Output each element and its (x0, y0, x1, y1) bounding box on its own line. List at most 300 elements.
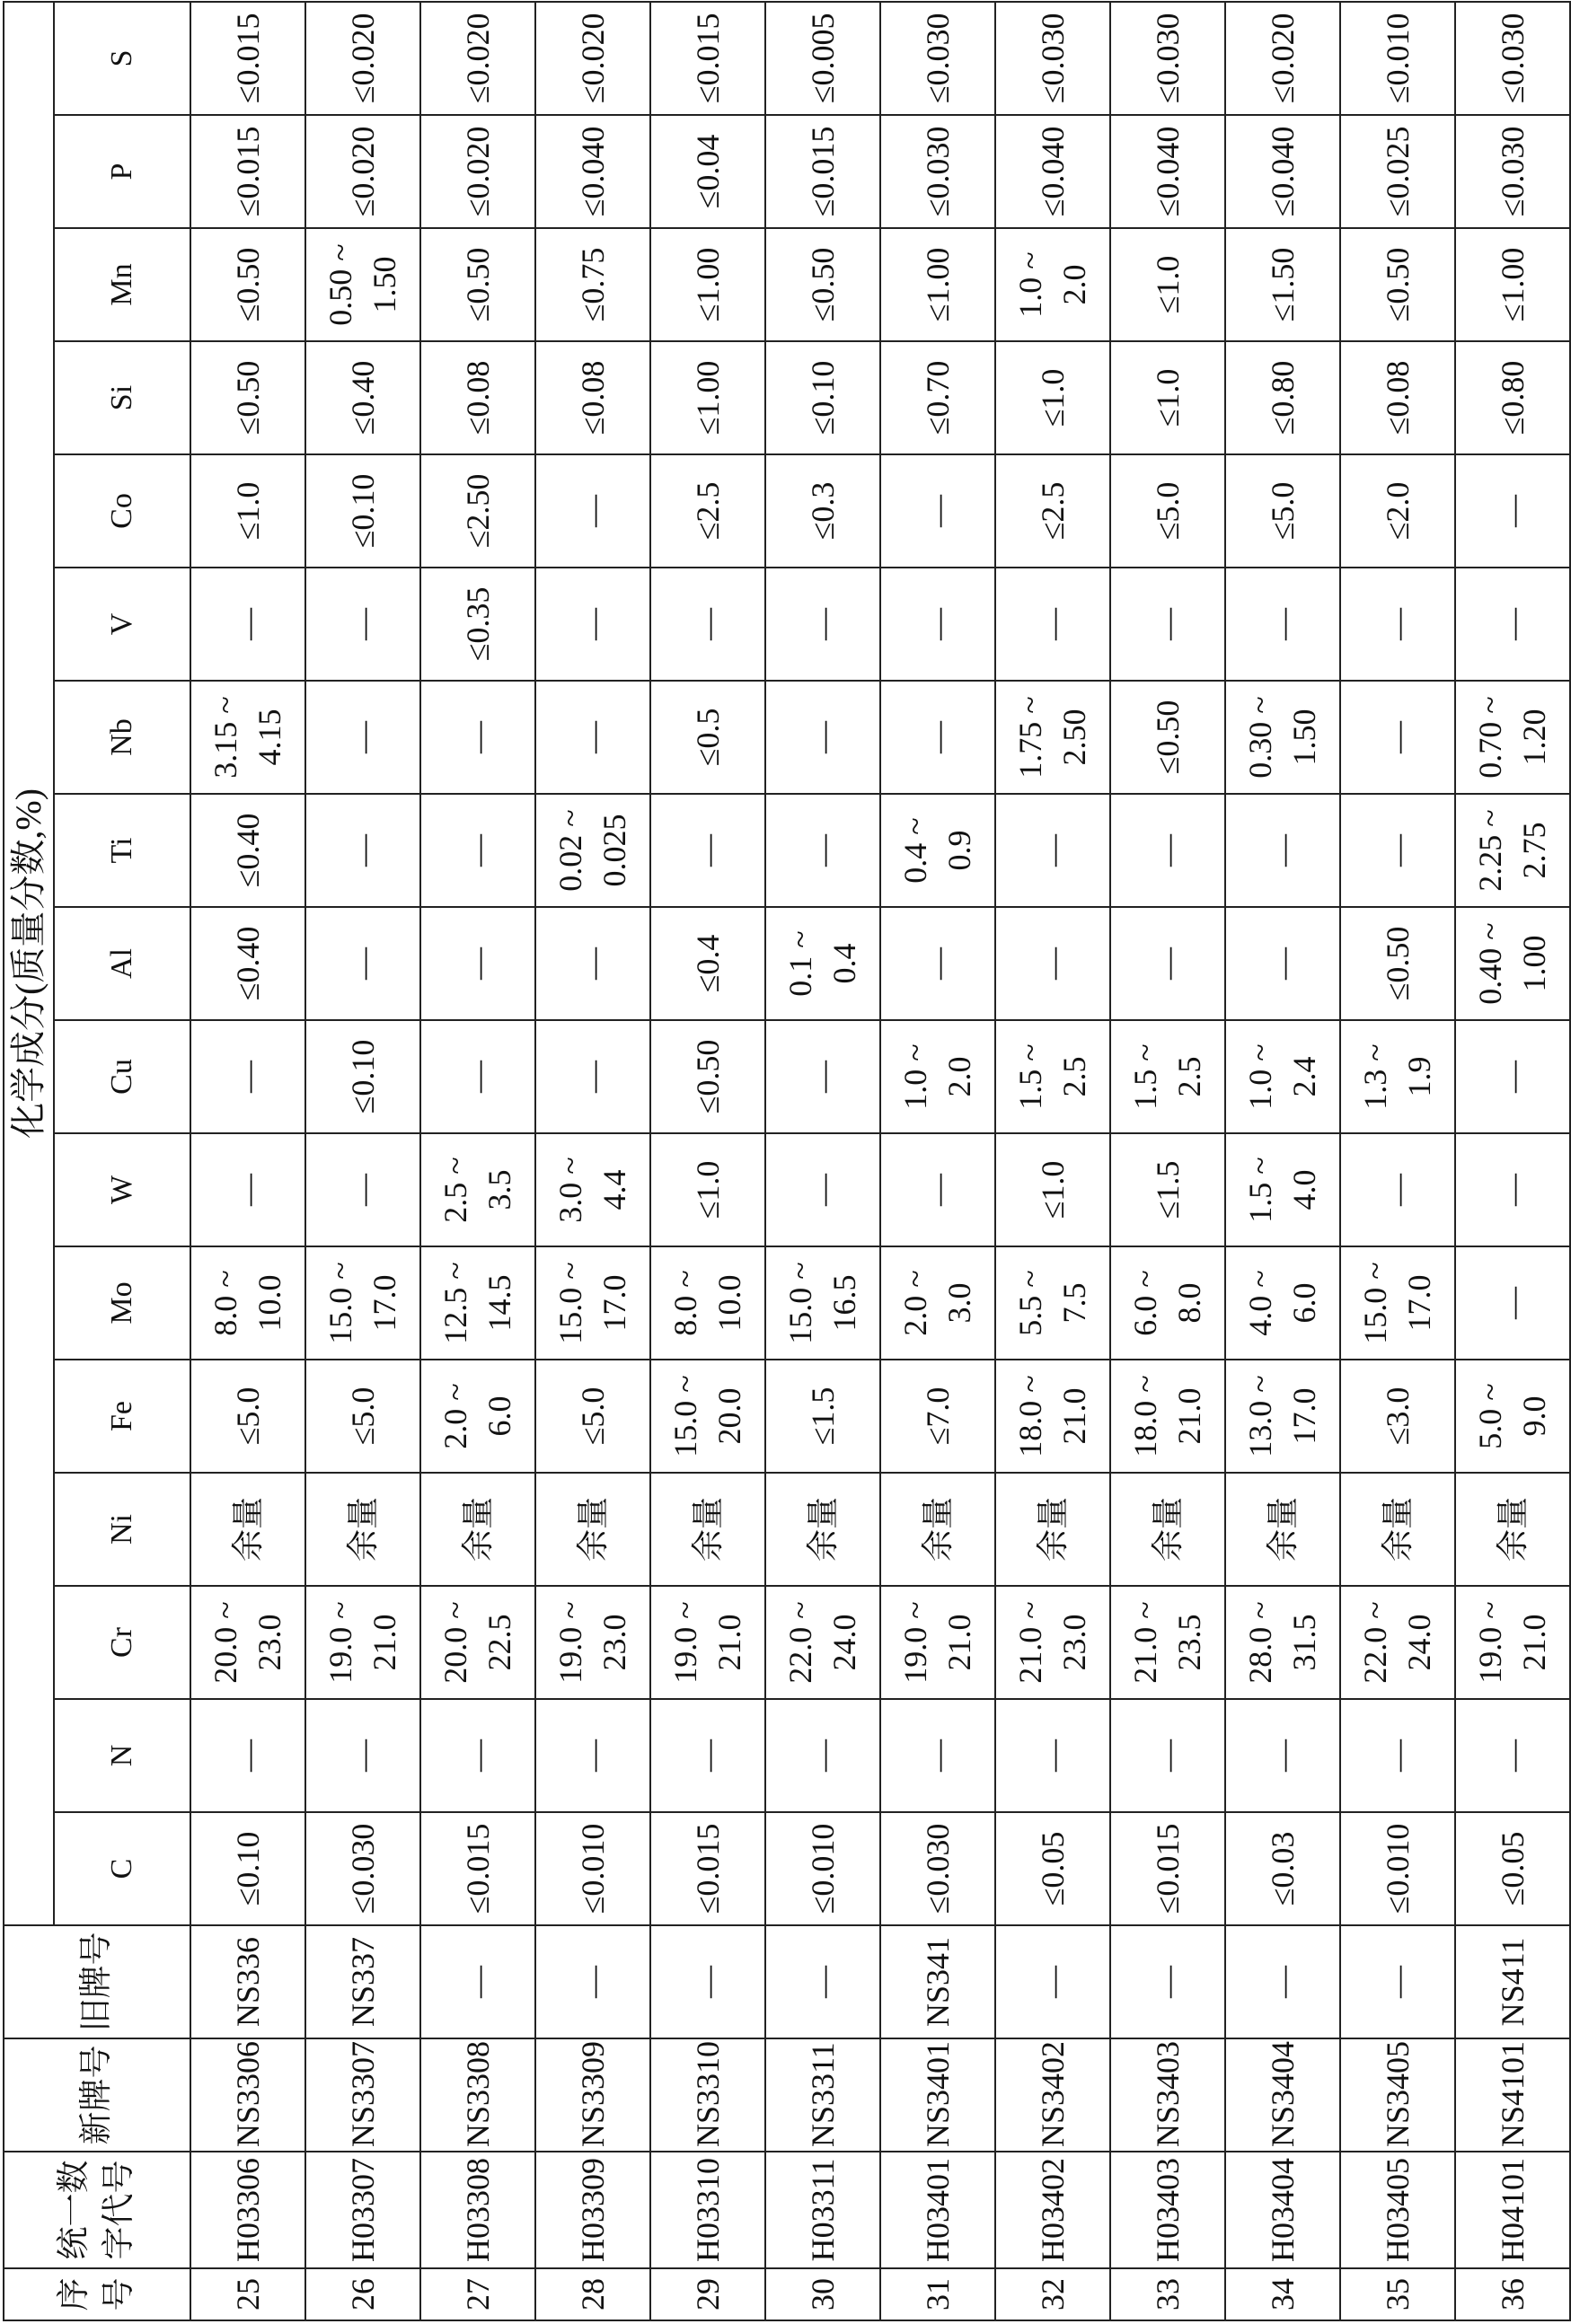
element-header-mo: Mo (54, 1246, 190, 1360)
cell-value: ≤0.50 (689, 1039, 726, 1114)
cell-cr (420, 1586, 535, 1699)
cell-value: 15.0 ~ (1357, 1262, 1394, 1344)
cell-value: ≤1.00 (1494, 247, 1531, 322)
row-code: H03405 (1340, 2152, 1455, 2268)
cell-value: 余量 (1494, 1497, 1531, 1563)
cell-value: 21.0 (711, 1614, 747, 1671)
cell-value: — (1264, 947, 1301, 980)
cell-value: — (919, 947, 956, 980)
cell-value: — (459, 947, 496, 980)
cell-value: ≤0.040 (1034, 126, 1071, 217)
cell-value: 10.0 (252, 1274, 287, 1332)
cell-value: — (459, 1739, 496, 1772)
cell-value: 22.5 (481, 1614, 517, 1671)
cell-value: ≤1.0 (1034, 1160, 1071, 1219)
cell-value: ≤0.50 (1379, 247, 1416, 322)
cell-co (1225, 454, 1340, 568)
cell-s (880, 2, 995, 115)
cell-ti (1455, 794, 1570, 907)
cell-value: 0.9 (941, 830, 977, 871)
cell-value: 1.5 ~ (1127, 1043, 1164, 1110)
cell-value: ≤0.015 (804, 126, 841, 217)
cell-value: ≤0.80 (1264, 360, 1301, 436)
cell-value: 6.0 (1286, 1282, 1322, 1324)
cell-value: — (574, 1739, 611, 1772)
cell-value: 8.0 ~ (207, 1270, 244, 1336)
cell-value: 12.5 ~ (437, 1262, 474, 1344)
cell-value: 5.0 ~ (1472, 1383, 1509, 1449)
cell-si (765, 341, 880, 454)
cell-cr (305, 1586, 420, 1699)
row-seq: 30 (765, 2268, 880, 2320)
cell-cu (190, 1020, 305, 1133)
cell-value: — (229, 1174, 266, 1206)
row-seq: 25 (190, 2268, 305, 2320)
row-seq: 27 (420, 2268, 535, 2320)
cell-value: 17.0 (366, 1274, 402, 1332)
cell-ni (305, 1473, 420, 1586)
cell-co (420, 454, 535, 568)
row-new-grade: NS3404 (1225, 2038, 1340, 2152)
row-new-grade: NS3307 (305, 2038, 420, 2152)
cell-cu (995, 1020, 1110, 1133)
row-old-grade: — (1340, 1925, 1455, 2038)
header-old-grade-line: 旧牌号 (78, 1932, 116, 2032)
cell-p (995, 115, 1110, 228)
cell-value: 0.025 (596, 814, 632, 887)
element-header-cu: Cu (54, 1020, 190, 1133)
cell-value: ≤0.030 (344, 1823, 381, 1915)
cell-value: 23.0 (252, 1614, 287, 1671)
cell-s (1110, 2, 1225, 115)
cell-ni (1455, 1473, 1570, 1586)
cell-value: ≤0.50 (1149, 700, 1186, 775)
cell-n (305, 1699, 420, 1812)
cell-ti (880, 794, 995, 907)
cell-value: 4.0 (1286, 1169, 1322, 1210)
cell-value: ≤0.015 (459, 1823, 496, 1915)
cell-value: — (1149, 608, 1186, 640)
cell-value: — (229, 1061, 266, 1093)
table-row (1340, 2, 1455, 2320)
cell-s (995, 2, 1110, 115)
cell-value: — (1264, 608, 1301, 640)
cell-value: 1.0 ~ (1242, 1043, 1279, 1110)
cell-value: ≤2.50 (459, 473, 496, 549)
cell-value: ≤0.020 (459, 126, 496, 217)
cell-value: 20.0 ~ (207, 1601, 244, 1684)
cell-value: ≤0.40 (229, 926, 266, 1001)
cell-value: ≤0.010 (1379, 13, 1416, 104)
cell-value: ≤0.08 (459, 360, 496, 436)
row-seq: 31 (880, 2268, 995, 2320)
cell-fe (995, 1360, 1110, 1473)
cell-w (420, 1133, 535, 1246)
cell-value: ≤1.0 (1149, 255, 1186, 314)
cell-mn (650, 228, 765, 341)
cell-value: 6.0 (481, 1395, 517, 1437)
cell-p (1225, 115, 1340, 228)
cell-value: 1.0 ~ (897, 1043, 934, 1110)
cell-value: ≤0.020 (1264, 13, 1301, 104)
cell-nb (1225, 681, 1340, 794)
row-code: H03404 (1225, 2152, 1340, 2268)
cell-co (1455, 454, 1570, 568)
cell-value: 0.40 ~ (1472, 922, 1509, 1005)
cell-w (995, 1133, 1110, 1246)
row-code: H03306 (190, 2152, 305, 2268)
cell-value: ≤0.010 (1379, 1823, 1416, 1915)
cell-value: ≤0.04 (689, 134, 726, 209)
cell-value: — (229, 1739, 266, 1772)
cell-value: ≤0.10 (344, 1039, 381, 1114)
element-header-cr: Cr (54, 1586, 190, 1699)
cell-mo (880, 1246, 995, 1360)
cell-mo (420, 1246, 535, 1360)
cell-mn (765, 228, 880, 341)
cell-value: 2.4 (1286, 1056, 1322, 1097)
cell-ni (765, 1473, 880, 1586)
cell-mo (765, 1246, 880, 1360)
cell-value: 22.0 ~ (782, 1601, 819, 1684)
cell-n (1340, 1699, 1455, 1812)
cell-nb (765, 681, 880, 794)
cell-value: — (919, 495, 956, 527)
cell-value: ≤0.030 (1494, 126, 1531, 217)
cell-n (1455, 1699, 1570, 1812)
cell-value: — (1034, 947, 1071, 980)
cell-value: — (804, 1739, 841, 1772)
cell-value: ≤0.50 (459, 247, 496, 322)
cell-value: 1.3 ~ (1357, 1043, 1394, 1110)
cell-value: — (1034, 834, 1071, 867)
cell-cu (305, 1020, 420, 1133)
cell-mn (880, 228, 995, 341)
cell-value: ≤0.015 (1149, 1823, 1186, 1915)
cell-value: 余量 (1034, 1497, 1071, 1563)
cell-value: ≤0.040 (574, 126, 611, 217)
cell-value: ≤0.50 (229, 247, 266, 322)
cell-w (1110, 1133, 1225, 1246)
cell-nb (650, 681, 765, 794)
cell-value: 9.0 (1516, 1395, 1552, 1437)
cell-value: ≤0.40 (344, 360, 381, 436)
row-code: H03309 (535, 2152, 650, 2268)
cell-c (880, 1812, 995, 1925)
cell-co (995, 454, 1110, 568)
cell-co (765, 454, 880, 568)
header-seq-line: 号 (101, 2277, 137, 2311)
cell-cr (1110, 1586, 1225, 1699)
cell-value: ≤0.030 (919, 1823, 956, 1915)
cell-cu (880, 1020, 995, 1133)
table-row (880, 2, 995, 2320)
cell-p (1340, 115, 1455, 228)
header-new-grade (4, 2038, 190, 2152)
row-old-grade: — (1110, 1925, 1225, 2038)
cell-value: 7.5 (1056, 1282, 1092, 1324)
cell-value: ≤0.030 (1494, 13, 1531, 104)
cell-value: 28.0 ~ (1242, 1601, 1279, 1684)
cell-value: — (1034, 608, 1071, 640)
cell-value: ≤0.040 (1264, 126, 1301, 217)
element-header-s: S (54, 2, 190, 115)
cell-value: 0.4 ~ (897, 817, 934, 884)
cell-value: — (574, 721, 611, 753)
cell-value: 23.0 (1056, 1614, 1092, 1671)
cell-value: ≤0.05 (1034, 1831, 1071, 1906)
cell-w (535, 1133, 650, 1246)
cell-si (1225, 341, 1340, 454)
cell-value: 2.25 ~ (1472, 809, 1509, 892)
cell-value: 2.0 (1056, 264, 1092, 305)
cell-nb (535, 681, 650, 794)
cell-value: 19.0 ~ (1472, 1601, 1509, 1684)
cell-cr (765, 1586, 880, 1699)
cell-mn (1110, 228, 1225, 341)
cell-ti (1110, 794, 1225, 907)
cell-value: ≤1.00 (689, 247, 726, 322)
cell-mo (305, 1246, 420, 1360)
cell-value: — (574, 1061, 611, 1093)
cell-s (535, 2, 650, 115)
header-code (4, 2152, 190, 2268)
cell-value: ≤0.08 (574, 360, 611, 436)
cell-value: 余量 (919, 1497, 956, 1563)
row-seq: 32 (995, 2268, 1110, 2320)
row-new-grade: NS3401 (880, 2038, 995, 2152)
row-old-grade: — (650, 1925, 765, 2038)
cell-n (420, 1699, 535, 1812)
cell-co (650, 454, 765, 568)
cell-ti (305, 794, 420, 907)
cell-al (535, 907, 650, 1020)
cell-s (650, 2, 765, 115)
cell-value: — (229, 608, 266, 640)
cell-al (1340, 907, 1455, 1020)
cell-mo (190, 1246, 305, 1360)
cell-value: 19.0 ~ (552, 1601, 589, 1684)
cell-v (305, 568, 420, 681)
cell-value: 10.0 (711, 1274, 747, 1332)
cell-value: ≤1.00 (919, 247, 956, 322)
cell-n (765, 1699, 880, 1812)
cell-value: — (344, 834, 381, 867)
cell-value: 21.0 ~ (1127, 1601, 1164, 1684)
element-header-fe: Fe (54, 1360, 190, 1473)
cell-value: — (1494, 1739, 1531, 1772)
cell-cr (880, 1586, 995, 1699)
cell-ti (995, 794, 1110, 907)
element-header-c: C (54, 1812, 190, 1925)
cell-cr (1225, 1586, 1340, 1699)
cell-s (765, 2, 880, 115)
cell-cu (650, 1020, 765, 1133)
cell-p (420, 115, 535, 228)
cell-w (190, 1133, 305, 1246)
cell-fe (880, 1360, 995, 1473)
cell-value: ≤1.5 (1149, 1160, 1186, 1219)
cell-w (765, 1133, 880, 1246)
element-header-p: P (54, 115, 190, 228)
cell-p (535, 115, 650, 228)
cell-mn (1225, 228, 1340, 341)
cell-si (880, 341, 995, 454)
cell-value: 0.30 ~ (1242, 696, 1279, 779)
cell-value: ≤0.020 (574, 13, 611, 104)
cell-nb (305, 681, 420, 794)
cell-value: — (689, 608, 726, 640)
cell-value: 21.0 ~ (1012, 1601, 1049, 1684)
cell-ti (535, 794, 650, 907)
cell-value: 17.0 (596, 1274, 632, 1332)
cell-value: 3.15 ~ (207, 696, 244, 779)
cell-value: — (459, 721, 496, 753)
cell-value: — (1149, 947, 1186, 980)
cell-value: 1.0 ~ (1012, 251, 1049, 318)
table-row (535, 2, 650, 2320)
row-old-grade: NS336 (190, 1925, 305, 2038)
cell-p (190, 115, 305, 228)
table-row (995, 2, 1110, 2320)
table-row (190, 2, 305, 2320)
cell-p (1110, 115, 1225, 228)
cell-value: ≤0.08 (1379, 360, 1416, 436)
cell-cr (995, 1586, 1110, 1699)
cell-value: ≤0.80 (1494, 360, 1531, 436)
cell-ni (1110, 1473, 1225, 1586)
cell-v (1110, 568, 1225, 681)
cell-cu (1110, 1020, 1225, 1133)
cell-value: — (1379, 1739, 1416, 1772)
cell-value: 21.0 (366, 1614, 402, 1671)
cell-value: — (804, 1174, 841, 1206)
cell-value: 余量 (689, 1497, 726, 1563)
cell-value: 20.0 (711, 1387, 747, 1445)
cell-value: 3.0 ~ (552, 1157, 589, 1223)
cell-value: — (344, 608, 381, 640)
cell-p (305, 115, 420, 228)
cell-fe (1110, 1360, 1225, 1473)
cell-cu (1455, 1020, 1570, 1133)
cell-value: ≤0.4 (689, 934, 726, 993)
cell-value: — (1494, 1287, 1531, 1319)
cell-cu (420, 1020, 535, 1133)
cell-value: ≤1.0 (1149, 368, 1186, 427)
table-row (1455, 2, 1570, 2320)
cell-mn (1455, 228, 1570, 341)
cell-cr (650, 1586, 765, 1699)
cell-n (995, 1699, 1110, 1812)
cell-c (535, 1812, 650, 1925)
cell-s (305, 2, 420, 115)
element-header-n: N (54, 1699, 190, 1812)
cell-ni (420, 1473, 535, 1586)
cell-value: 1.50 (366, 256, 402, 313)
row-old-grade: — (420, 1925, 535, 2038)
cell-v (1225, 568, 1340, 681)
cell-n (880, 1699, 995, 1812)
cell-cr (190, 1586, 305, 1699)
cell-value: — (689, 834, 726, 867)
cell-value: ≤0.005 (804, 13, 841, 104)
cell-al (880, 907, 995, 1020)
cell-v (1455, 568, 1570, 681)
cell-fe (1225, 1360, 1340, 1473)
cell-value: ≤5.0 (344, 1386, 381, 1446)
cell-v (535, 568, 650, 681)
cell-s (1455, 2, 1570, 115)
cell-value: 4.0 ~ (1242, 1270, 1279, 1336)
cell-value: 1.20 (1516, 709, 1552, 766)
cell-value: 24.0 (826, 1614, 862, 1671)
row-code: H03311 (765, 2152, 880, 2268)
cell-n (535, 1699, 650, 1812)
header-old-grade (4, 1925, 190, 2038)
cell-value: — (574, 947, 611, 980)
cell-value: — (919, 1739, 956, 1772)
row-code: H03307 (305, 2152, 420, 2268)
cell-si (1340, 341, 1455, 454)
cell-al (1225, 907, 1340, 1020)
cell-value: ≤0.030 (1149, 13, 1186, 104)
cell-nb (995, 681, 1110, 794)
cell-n (1110, 1699, 1225, 1812)
cell-w (305, 1133, 420, 1246)
row-new-grade: NS3402 (995, 2038, 1110, 2152)
table-row (1225, 2, 1340, 2320)
cell-value: — (804, 608, 841, 640)
cell-nb (420, 681, 535, 794)
cell-c (420, 1812, 535, 1925)
cell-v (420, 568, 535, 681)
cell-value: 1.9 (1401, 1056, 1437, 1097)
cell-value: 余量 (804, 1497, 841, 1563)
row-code: H03403 (1110, 2152, 1225, 2268)
header-seq (4, 2268, 190, 2320)
cell-nb (880, 681, 995, 794)
cell-value: 14.5 (481, 1274, 517, 1332)
cell-v (1340, 568, 1455, 681)
row-seq: 28 (535, 2268, 650, 2320)
cell-value: 4.4 (596, 1169, 632, 1210)
cell-value: — (689, 1739, 726, 1772)
cell-al (1455, 907, 1570, 1020)
cell-value: 18.0 ~ (1127, 1375, 1164, 1457)
cell-al (190, 907, 305, 1020)
cell-fe (190, 1360, 305, 1473)
cell-value: — (1149, 834, 1186, 867)
cell-value: — (1494, 495, 1531, 527)
cell-value: ≤0.025 (1379, 126, 1416, 217)
header-code-line: 字代号 (101, 2160, 137, 2260)
element-header-ni: Ni (54, 1473, 190, 1586)
element-header-al: Al (54, 907, 190, 1020)
cell-w (880, 1133, 995, 1246)
cell-value: ≤0.50 (229, 360, 266, 436)
cell-value: — (574, 608, 611, 640)
cell-value: ≤0.40 (229, 813, 266, 888)
cell-cu (1225, 1020, 1340, 1133)
cell-c (190, 1812, 305, 1925)
cell-value: ≤0.70 (919, 360, 956, 436)
row-code: H03310 (650, 2152, 765, 2268)
cell-co (1340, 454, 1455, 568)
cell-c (1340, 1812, 1455, 1925)
cell-mo (650, 1246, 765, 1360)
cell-value: ≤1.50 (1264, 247, 1301, 322)
cell-value: ≤0.10 (804, 360, 841, 436)
